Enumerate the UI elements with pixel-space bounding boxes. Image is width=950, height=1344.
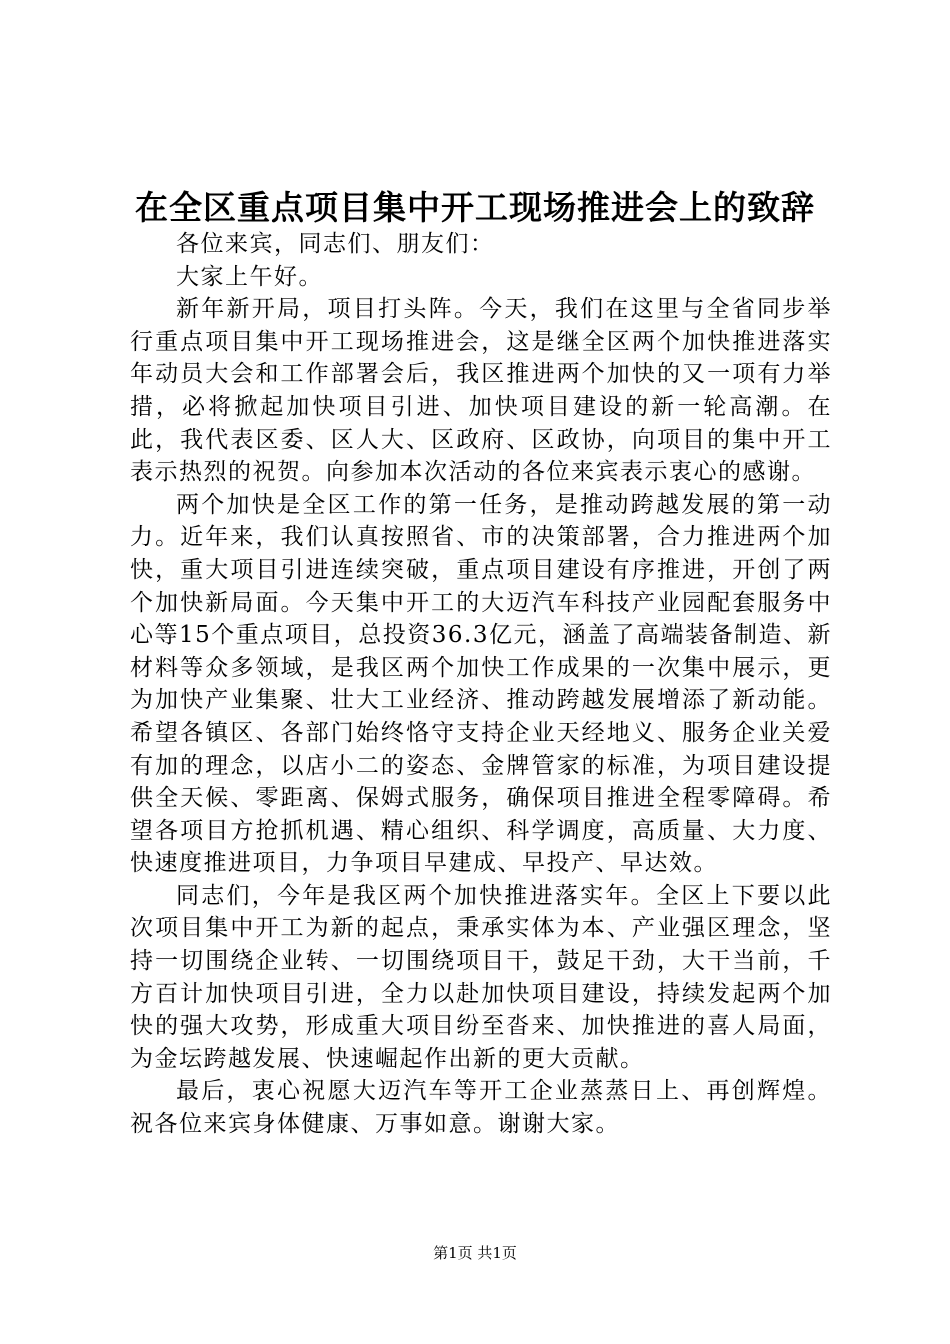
paragraph-closing: 最后，衷心祝愿大迈汽车等开工企业蒸蒸日上、再创辉煌。祝各位来宾身体健康、万事如意。谢谢大家。 <box>130 1078 832 1138</box>
page-number-footer: 第1页 共1页 <box>433 1244 517 1262</box>
paragraph-call-to-action: 同志们，今年是我区两个加快推进落实年。全区上下要以此次项目集中开工为新的起点，秉承实体为本、产业强区理念，坚持一切围绕企业转、一切围绕项目干，鼓足干劲，大干当前，千方百计加快项目引进，全力以赴加快项目建设，持续发起两个加快的强大攻势，形成重大项目纷至沓来、加快推进的喜人局面，为金坛跨越发展、快速崛起作出新的更大贡献。 <box>130 882 832 1072</box>
paragraph-achievements: 两个加快是全区工作的第一任务，是推动跨越发展的第一动力。近年来，我们认真按照省、市的决策部署，合力推进两个加快，重大项目引进连续突破，重点项目建设有序推进，开创了两个加快新局面。今天集中开工的大迈汽车科技产业园配套服务中心等15个重点项目，总投资36.3亿元，涵盖了高端装备制造、新材料等众多领域，是我区两个加快工作成果的一次集中展示，更为加快产业集聚、壮大工业经济、推动跨越发展增添了新动能。希望各镇区、各部门始终恪守支持企业天经地义、服务企业关爱有加的理念，以店小二的姿态、金牌管家的标准，为项目建设提供全天候、零距离、保姆式服务，确保项目推进全程零障碍。希望各项目方抢抓机遇、精心组织、科学调度，高质量、大力度、快速度推进项目，力争项目早建成、早投产、早达效。 <box>130 491 832 877</box>
paragraph-greeting: 大家上午好。 <box>176 263 323 290</box>
paragraph-opening: 新年新开局，项目打头阵。今天，我们在这里与全省同步举行重点项目集中开工现场推进会，这是继全区两个加快推进落实年动员大会和工作部署会后，我区推进两个加快的又一项有力举措，必将掀起加快项目引进、加快项目建设的新一轮高潮。在此，我代表区委、区人大、区政府、区政协，向项目的集中开工表示热烈的祝贺。向参加本次活动的各位来宾表示衷心的感谢。 <box>130 296 832 486</box>
paragraph-salutation: 各位来宾，同志们、朋友们： <box>176 231 495 257</box>
document-body <box>130 228 832 1141</box>
document-title: 在全区重点项目集中开工现场推进会上的致辞 <box>135 188 815 227</box>
